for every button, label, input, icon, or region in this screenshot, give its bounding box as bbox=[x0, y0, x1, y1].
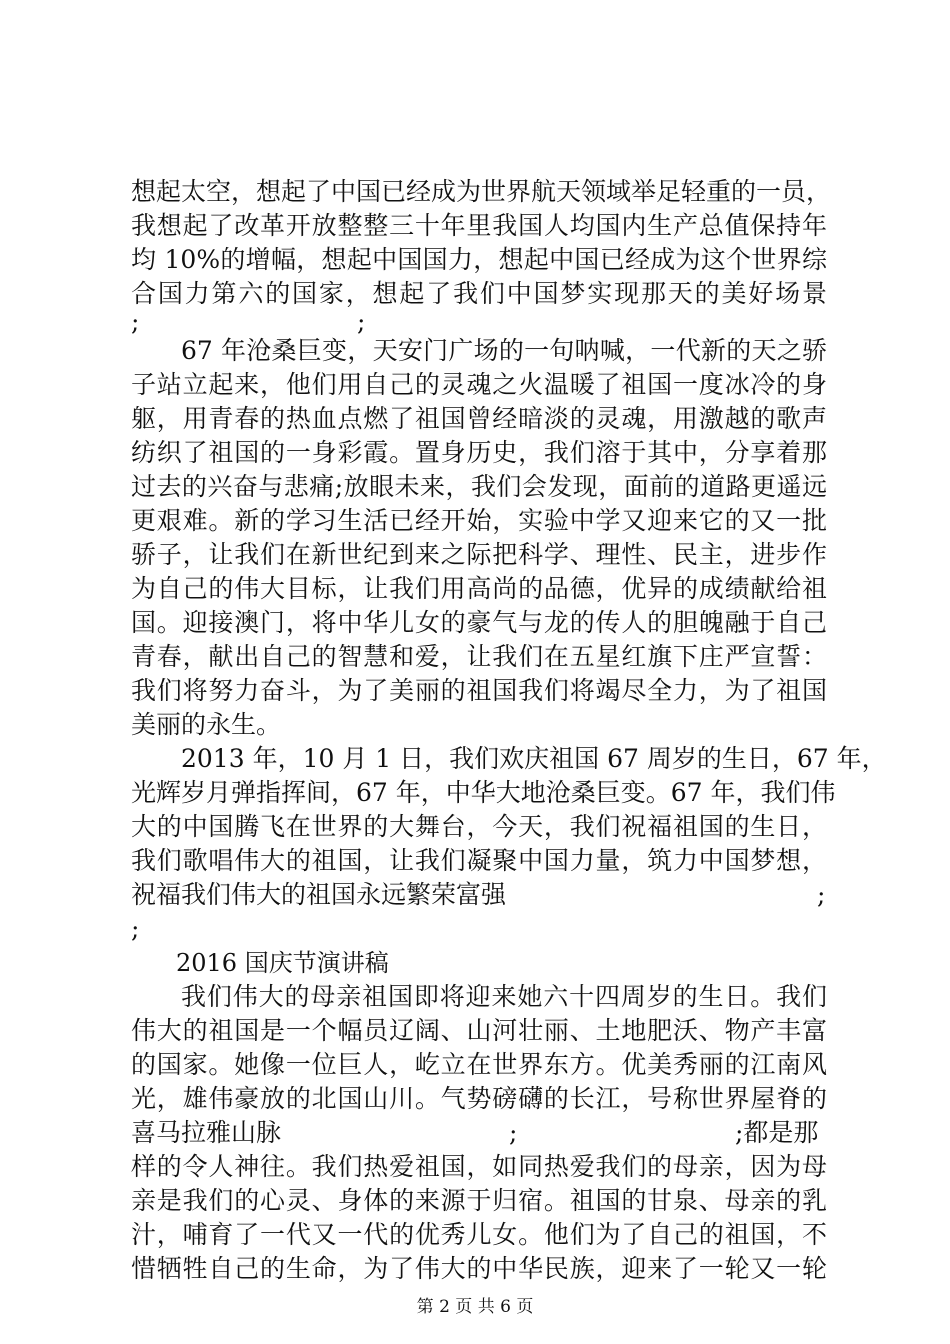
text-line: 子站立起来，他们用自己的灵魂之火温暖了祖国一度冰冷的身 bbox=[131, 370, 827, 399]
semicolon: ; bbox=[131, 307, 140, 336]
text-line: 纺织了祖国的一身彩霞。置身历史，我们溶于其中，分享着那 bbox=[131, 438, 827, 467]
text-line: 我们歌唱伟大的祖国，让我们凝聚中国力量，筑力中国梦想， bbox=[131, 846, 827, 875]
text-line: 过去的兴奋与悲痛;放眼未来，我们会发现，面前的道路更遥远 bbox=[131, 472, 827, 501]
text-line: 惜牺牲自己的生命，为了伟大的中华民族，迎来了一轮又一轮 bbox=[131, 1254, 827, 1283]
semicolon: ; bbox=[817, 880, 826, 909]
text-line: 想起太空，想起了中国已经成为世界航天领域举足轻重的一员， bbox=[131, 177, 832, 206]
text-line: 光辉岁月弹指挥间，67 年，中华大地沧桑巨变。67 年，我们伟 bbox=[131, 778, 836, 807]
text-line: 国。迎接澳门，将中华儿女的豪气与龙的传人的胆魄融于自己 bbox=[131, 608, 827, 637]
page-number: 第 2 页 共 6 页 bbox=[416, 1297, 534, 1317]
text-line: 喜马拉雅山脉 bbox=[131, 1118, 282, 1147]
text-line: 大的中国腾飞在世界的大舞台，今天，我们祝福祖国的生日， bbox=[131, 812, 827, 841]
text-line: 汁，哺育了一代又一代的优秀儿女。他们为了自己的祖国，不 bbox=[131, 1220, 827, 1249]
text-line: 光，雄伟豪放的北国山川。气势磅礴的长江，号称世界屋脊的 bbox=[131, 1084, 827, 1113]
text-line: 祝福我们伟大的祖国永远繁荣富强 bbox=[131, 880, 507, 909]
text-line: 样的令人神往。我们热爱祖国，如同热爱我们的母亲，因为母 bbox=[131, 1152, 827, 1181]
text-line: 均 10%的增幅，想起中国国力，想起中国已经成为这个世界综 bbox=[131, 245, 827, 274]
semicolon-row bbox=[131, 912, 827, 946]
semicolon: ; bbox=[131, 914, 140, 943]
text-line: 伟大的祖国是一个幅员辽阔、山河壮丽、土地肥沃、物产丰富 bbox=[131, 1016, 827, 1045]
semicolon: ; bbox=[509, 1118, 518, 1147]
text-line: 青春，献出自己的智慧和爱，让我们在五星红旗下庄严宣誓： bbox=[131, 642, 827, 671]
text-line: 更艰难。新的学习生活已经开始，实验中学又迎来它的又一批 bbox=[131, 506, 827, 535]
text-line: 67 年沧桑巨变，天安门广场的一句呐喊，一代新的天之骄 bbox=[181, 336, 827, 365]
text-line: 2013 年，10 月 1 日，我们欢庆祖国 67 周岁的生日，67 年， bbox=[181, 744, 887, 773]
semicolon-row bbox=[131, 1116, 827, 1150]
section-heading: 2016 国庆节演讲稿 bbox=[176, 949, 389, 977]
text-line: 合国力第六的国家，想起了我们中国梦实现那天的美好场景 bbox=[131, 279, 827, 308]
text-fragment: ;都是那 bbox=[735, 1118, 819, 1147]
text-line: 我们将努力奋斗，为了美丽的祖国我们将竭尽全力，为了祖国 bbox=[131, 676, 827, 705]
text-line: 为自己的伟大目标，让我们用高尚的品德，优异的成绩献给祖 bbox=[131, 574, 827, 603]
semicolon-row bbox=[131, 878, 827, 912]
text-line: 我想起了改革开放整整三十年里我国人均国内生产总值保持年 bbox=[131, 211, 827, 240]
text-line: 我们伟大的母亲祖国即将迎来她六十四周岁的生日。我们 bbox=[181, 982, 827, 1011]
semicolon: ; bbox=[357, 307, 366, 336]
text-line: 骄子，让我们在新世纪到来之际把科学、理性、民主，进步作 bbox=[131, 540, 827, 569]
text-line: 躯，用青春的热血点燃了祖国曾经暗淡的灵魂，用激越的歌声 bbox=[131, 404, 827, 433]
text-line: 的国家。她像一位巨人，屹立在世界东方。优美秀丽的江南风 bbox=[131, 1050, 827, 1079]
text-line: 美丽的永生。 bbox=[131, 710, 282, 739]
text-line: 亲是我们的心灵、身体的来源于归宿。祖国的甘泉、母亲的乳 bbox=[131, 1186, 827, 1215]
